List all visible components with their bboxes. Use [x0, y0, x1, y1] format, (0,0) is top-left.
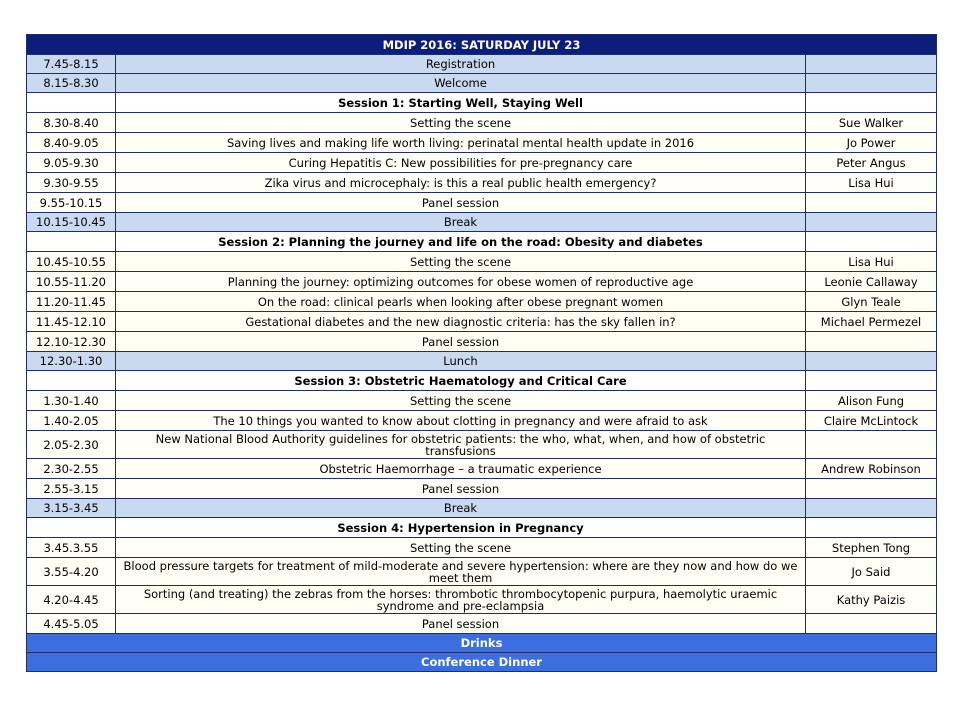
time-cell: 2.05-2.30 [27, 431, 116, 459]
schedule-row [27, 193, 937, 213]
schedule-row [27, 586, 937, 614]
drinks-label: Drinks [27, 634, 937, 653]
time-cell: 9.30-9.55 [27, 173, 116, 193]
schedule-row [27, 213, 937, 232]
description-cell: Setting the scene [116, 538, 806, 558]
footer-row [27, 634, 937, 653]
speaker-cell [806, 352, 937, 371]
speaker-cell [806, 371, 937, 391]
speaker-cell: Alison Fung [806, 391, 937, 411]
schedule-row [27, 113, 937, 133]
time-cell: 1.30-1.40 [27, 391, 116, 411]
schedule-row [27, 74, 937, 93]
speaker-cell [806, 213, 937, 232]
schedule-row [27, 538, 937, 558]
schedule-row [27, 431, 937, 459]
schedule-row [27, 55, 937, 74]
schedule-row [27, 614, 937, 634]
description-cell: On the road: clinical pearls when looking after obese pregnant women [116, 292, 806, 312]
description-cell: New National Blood Authority guidelines for obstetric patients: the who, what, when, and how of obstetric transfusions [116, 431, 806, 459]
speaker-cell: Peter Angus [806, 153, 937, 173]
session-title: Session 1: Starting Well, Staying Well [116, 93, 806, 113]
speaker-cell [806, 479, 937, 499]
schedule-row [27, 252, 937, 272]
description-cell: Registration [116, 55, 806, 74]
description-cell: Planning the journey: optimizing outcomes for obese women of reproductive age [116, 272, 806, 292]
speaker-cell: Leonie Callaway [806, 272, 937, 292]
speaker-cell: Lisa Hui [806, 173, 937, 193]
time-cell: 10.15-10.45 [27, 213, 116, 232]
schedule-row [27, 153, 937, 173]
schedule-row [27, 479, 937, 499]
speaker-cell [806, 74, 937, 93]
time-cell: 12.30-1.30 [27, 352, 116, 371]
speaker-cell: Michael Permezel [806, 312, 937, 332]
footer-row [27, 653, 937, 672]
description-cell: Setting the scene [116, 391, 806, 411]
time-cell: 4.45-5.05 [27, 614, 116, 634]
schedule-row [27, 411, 937, 431]
description-cell: Welcome [116, 74, 806, 93]
schedule-table [26, 34, 937, 672]
conference-dinner-label: Conference Dinner [27, 653, 937, 672]
speaker-cell: Stephen Tong [806, 538, 937, 558]
schedule-row [27, 292, 937, 312]
schedule-title-row [27, 35, 937, 55]
time-cell: 4.20-4.45 [27, 586, 116, 614]
schedule-row [27, 558, 937, 586]
schedule-row [27, 352, 937, 371]
description-cell: Obstetric Haemorrhage – a traumatic experience [116, 459, 806, 479]
session-header-row [27, 232, 937, 252]
speaker-cell: Jo Said [806, 558, 937, 586]
description-cell: Gestational diabetes and the new diagnostic criteria: has the sky fallen in? [116, 312, 806, 332]
speaker-cell: Kathy Paizis [806, 586, 937, 614]
description-cell: Break [116, 213, 806, 232]
speaker-cell [806, 193, 937, 213]
time-cell: 10.45-10.55 [27, 252, 116, 272]
session-title: Session 3: Obstetric Haematology and Critical Care [116, 371, 806, 391]
time-cell: 1.40-2.05 [27, 411, 116, 431]
schedule-row [27, 312, 937, 332]
speaker-cell [806, 431, 937, 459]
speaker-cell [806, 232, 937, 252]
time-cell: 10.55-11.20 [27, 272, 116, 292]
time-cell: 11.45-12.10 [27, 312, 116, 332]
time-cell: 7.45-8.15 [27, 55, 116, 74]
time-cell: 12.10-12.30 [27, 332, 116, 352]
time-cell: 2.30-2.55 [27, 459, 116, 479]
time-cell: 3.15-3.45 [27, 499, 116, 518]
session-header-row [27, 371, 937, 391]
schedule-row [27, 459, 937, 479]
time-cell [27, 232, 116, 252]
schedule-body [27, 35, 937, 672]
schedule-row [27, 272, 937, 292]
speaker-cell: Jo Power [806, 133, 937, 153]
description-cell: Setting the scene [116, 252, 806, 272]
time-cell [27, 93, 116, 113]
speaker-cell: Lisa Hui [806, 252, 937, 272]
schedule-row [27, 499, 937, 518]
time-cell: 9.55-10.15 [27, 193, 116, 213]
session-title: Session 2: Planning the journey and life on the road: Obesity and diabetes [116, 232, 806, 252]
speaker-cell [806, 518, 937, 538]
session-title: Session 4: Hypertension in Pregnancy [116, 518, 806, 538]
speaker-cell: Andrew Robinson [806, 459, 937, 479]
speaker-cell [806, 614, 937, 634]
schedule-title: MDIP 2016: SATURDAY JULY 23 [27, 35, 937, 55]
description-cell: Blood pressure targets for treatment of mild-moderate and severe hypertension: where are they now and how do we meet them [116, 558, 806, 586]
schedule-row [27, 332, 937, 352]
speaker-cell [806, 332, 937, 352]
description-cell: Zika virus and microcephaly: is this a real public health emergency? [116, 173, 806, 193]
speaker-cell: Sue Walker [806, 113, 937, 133]
speaker-cell [806, 55, 937, 74]
session-header-row [27, 518, 937, 538]
time-cell: 8.30-8.40 [27, 113, 116, 133]
time-cell [27, 371, 116, 391]
speaker-cell: Claire McLintock [806, 411, 937, 431]
schedule-row [27, 391, 937, 411]
schedule-row [27, 173, 937, 193]
time-cell: 3.45.3.55 [27, 538, 116, 558]
description-cell: Panel session [116, 479, 806, 499]
time-cell: 9.05-9.30 [27, 153, 116, 173]
time-cell: 8.15-8.30 [27, 74, 116, 93]
description-cell: Panel session [116, 332, 806, 352]
time-cell: 11.20-11.45 [27, 292, 116, 312]
description-cell: The 10 things you wanted to know about clotting in pregnancy and were afraid to ask [116, 411, 806, 431]
description-cell: Break [116, 499, 806, 518]
time-cell: 8.40-9.05 [27, 133, 116, 153]
description-cell: Panel session [116, 614, 806, 634]
time-cell: 3.55-4.20 [27, 558, 116, 586]
speaker-cell [806, 499, 937, 518]
description-cell: Saving lives and making life worth living: perinatal mental health update in 2016 [116, 133, 806, 153]
description-cell: Curing Hepatitis C: New possibilities for pre-pregnancy care [116, 153, 806, 173]
schedule-row [27, 133, 937, 153]
description-cell: Sorting (and treating) the zebras from the horses: thrombotic thrombocytopenic purpura, haemolytic uraemic syndrome and pre-eclampsia [116, 586, 806, 614]
session-header-row [27, 93, 937, 113]
speaker-cell [806, 93, 937, 113]
speaker-cell: Glyn Teale [806, 292, 937, 312]
description-cell: Panel session [116, 193, 806, 213]
time-cell: 2.55-3.15 [27, 479, 116, 499]
description-cell: Setting the scene [116, 113, 806, 133]
description-cell: Lunch [116, 352, 806, 371]
time-cell [27, 518, 116, 538]
